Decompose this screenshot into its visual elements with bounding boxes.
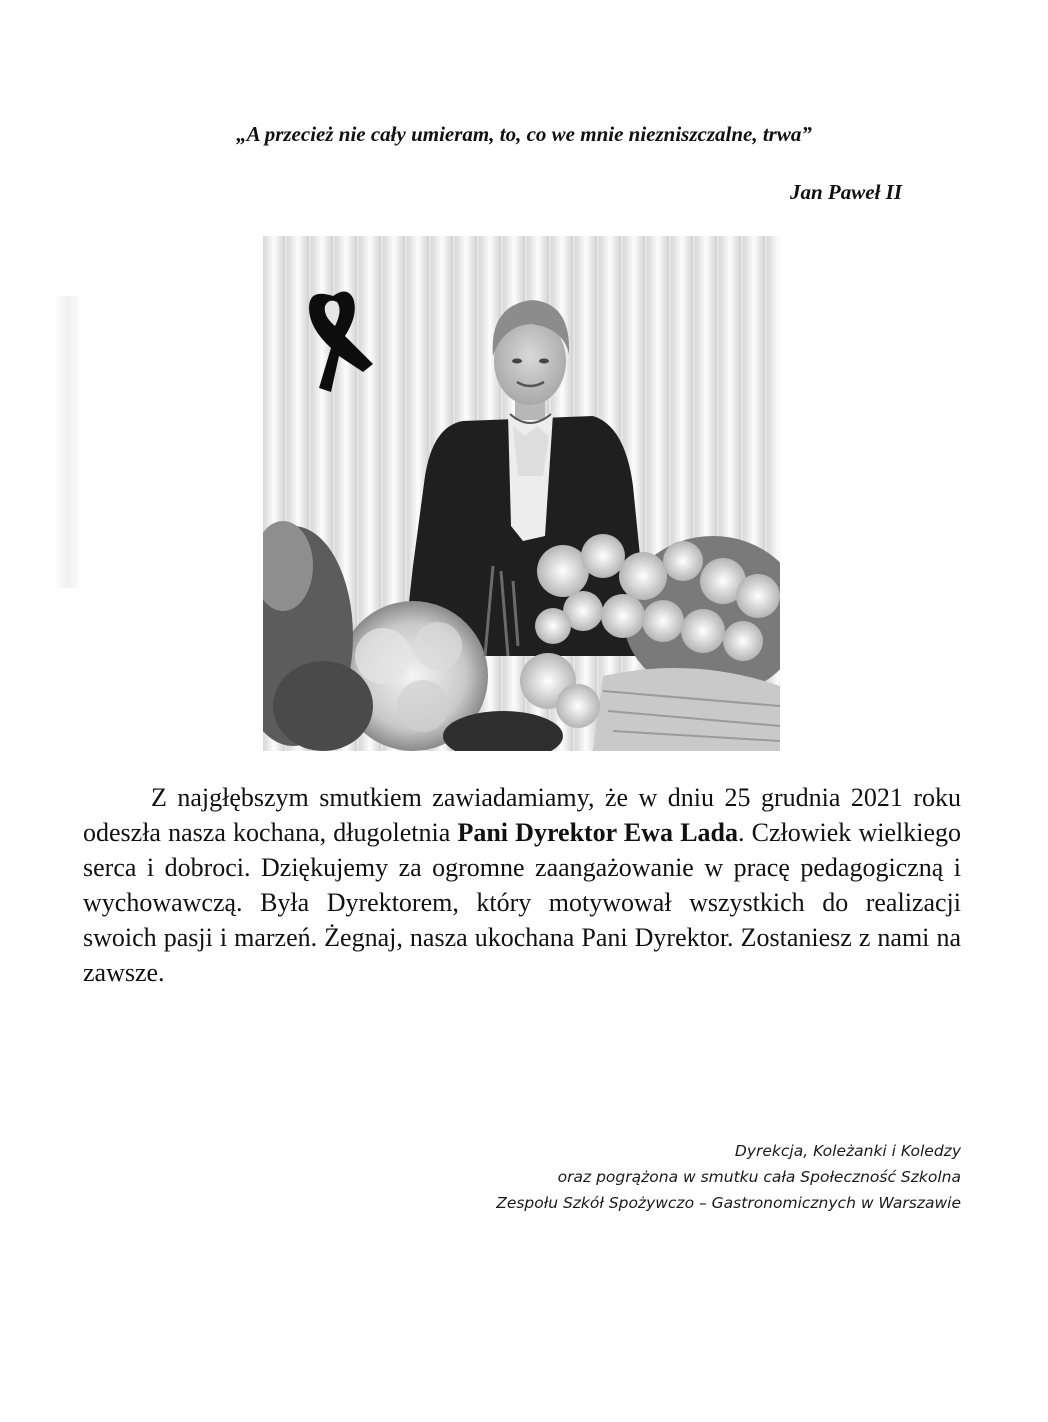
announcement-text bbox=[83, 780, 961, 990]
signature-line-1: Dyrekcja, Koleżanki i Koledzy bbox=[734, 1142, 961, 1160]
portrait-image bbox=[263, 236, 780, 751]
announcement-part1: Z najgłębszym smutkiem zawiadamiamy, że w dniu 25 grudnia 2021 roku odeszła nasza kochana, długoletnia bbox=[83, 783, 961, 847]
epigraph-author: Jan Paweł II bbox=[789, 180, 902, 204]
signature-line-3: Zespołu Szkół Spożywczo – Gastronomicznych w Warszawie bbox=[496, 1194, 961, 1212]
signature-block bbox=[496, 1138, 961, 1216]
memorial-photo bbox=[263, 236, 780, 751]
epigraph-quote: „A przecież nie cały umieram, to, co we mnie niezniszczalne, trwa” bbox=[236, 122, 812, 146]
deceased-name: Pani Dyrektor Ewa Lada bbox=[457, 818, 738, 847]
scan-artifact-strip bbox=[57, 296, 79, 588]
signature-line-2: oraz pogrążona w smutku cała Społeczność Szkolna bbox=[557, 1168, 961, 1186]
announcement-part2: . Człowiek wielkiego serca i dobroci. Dziękujemy za ogromne zaangażowanie w pracę pedagogiczną i wychowawczą. Była Dyrektorem, który motywował wszystkich do realizacji swoich pasji i marzeń. Żegnaj, nasza ukochana Pani Dyrektor. Zostaniesz z nami na zawsze. bbox=[83, 818, 961, 987]
